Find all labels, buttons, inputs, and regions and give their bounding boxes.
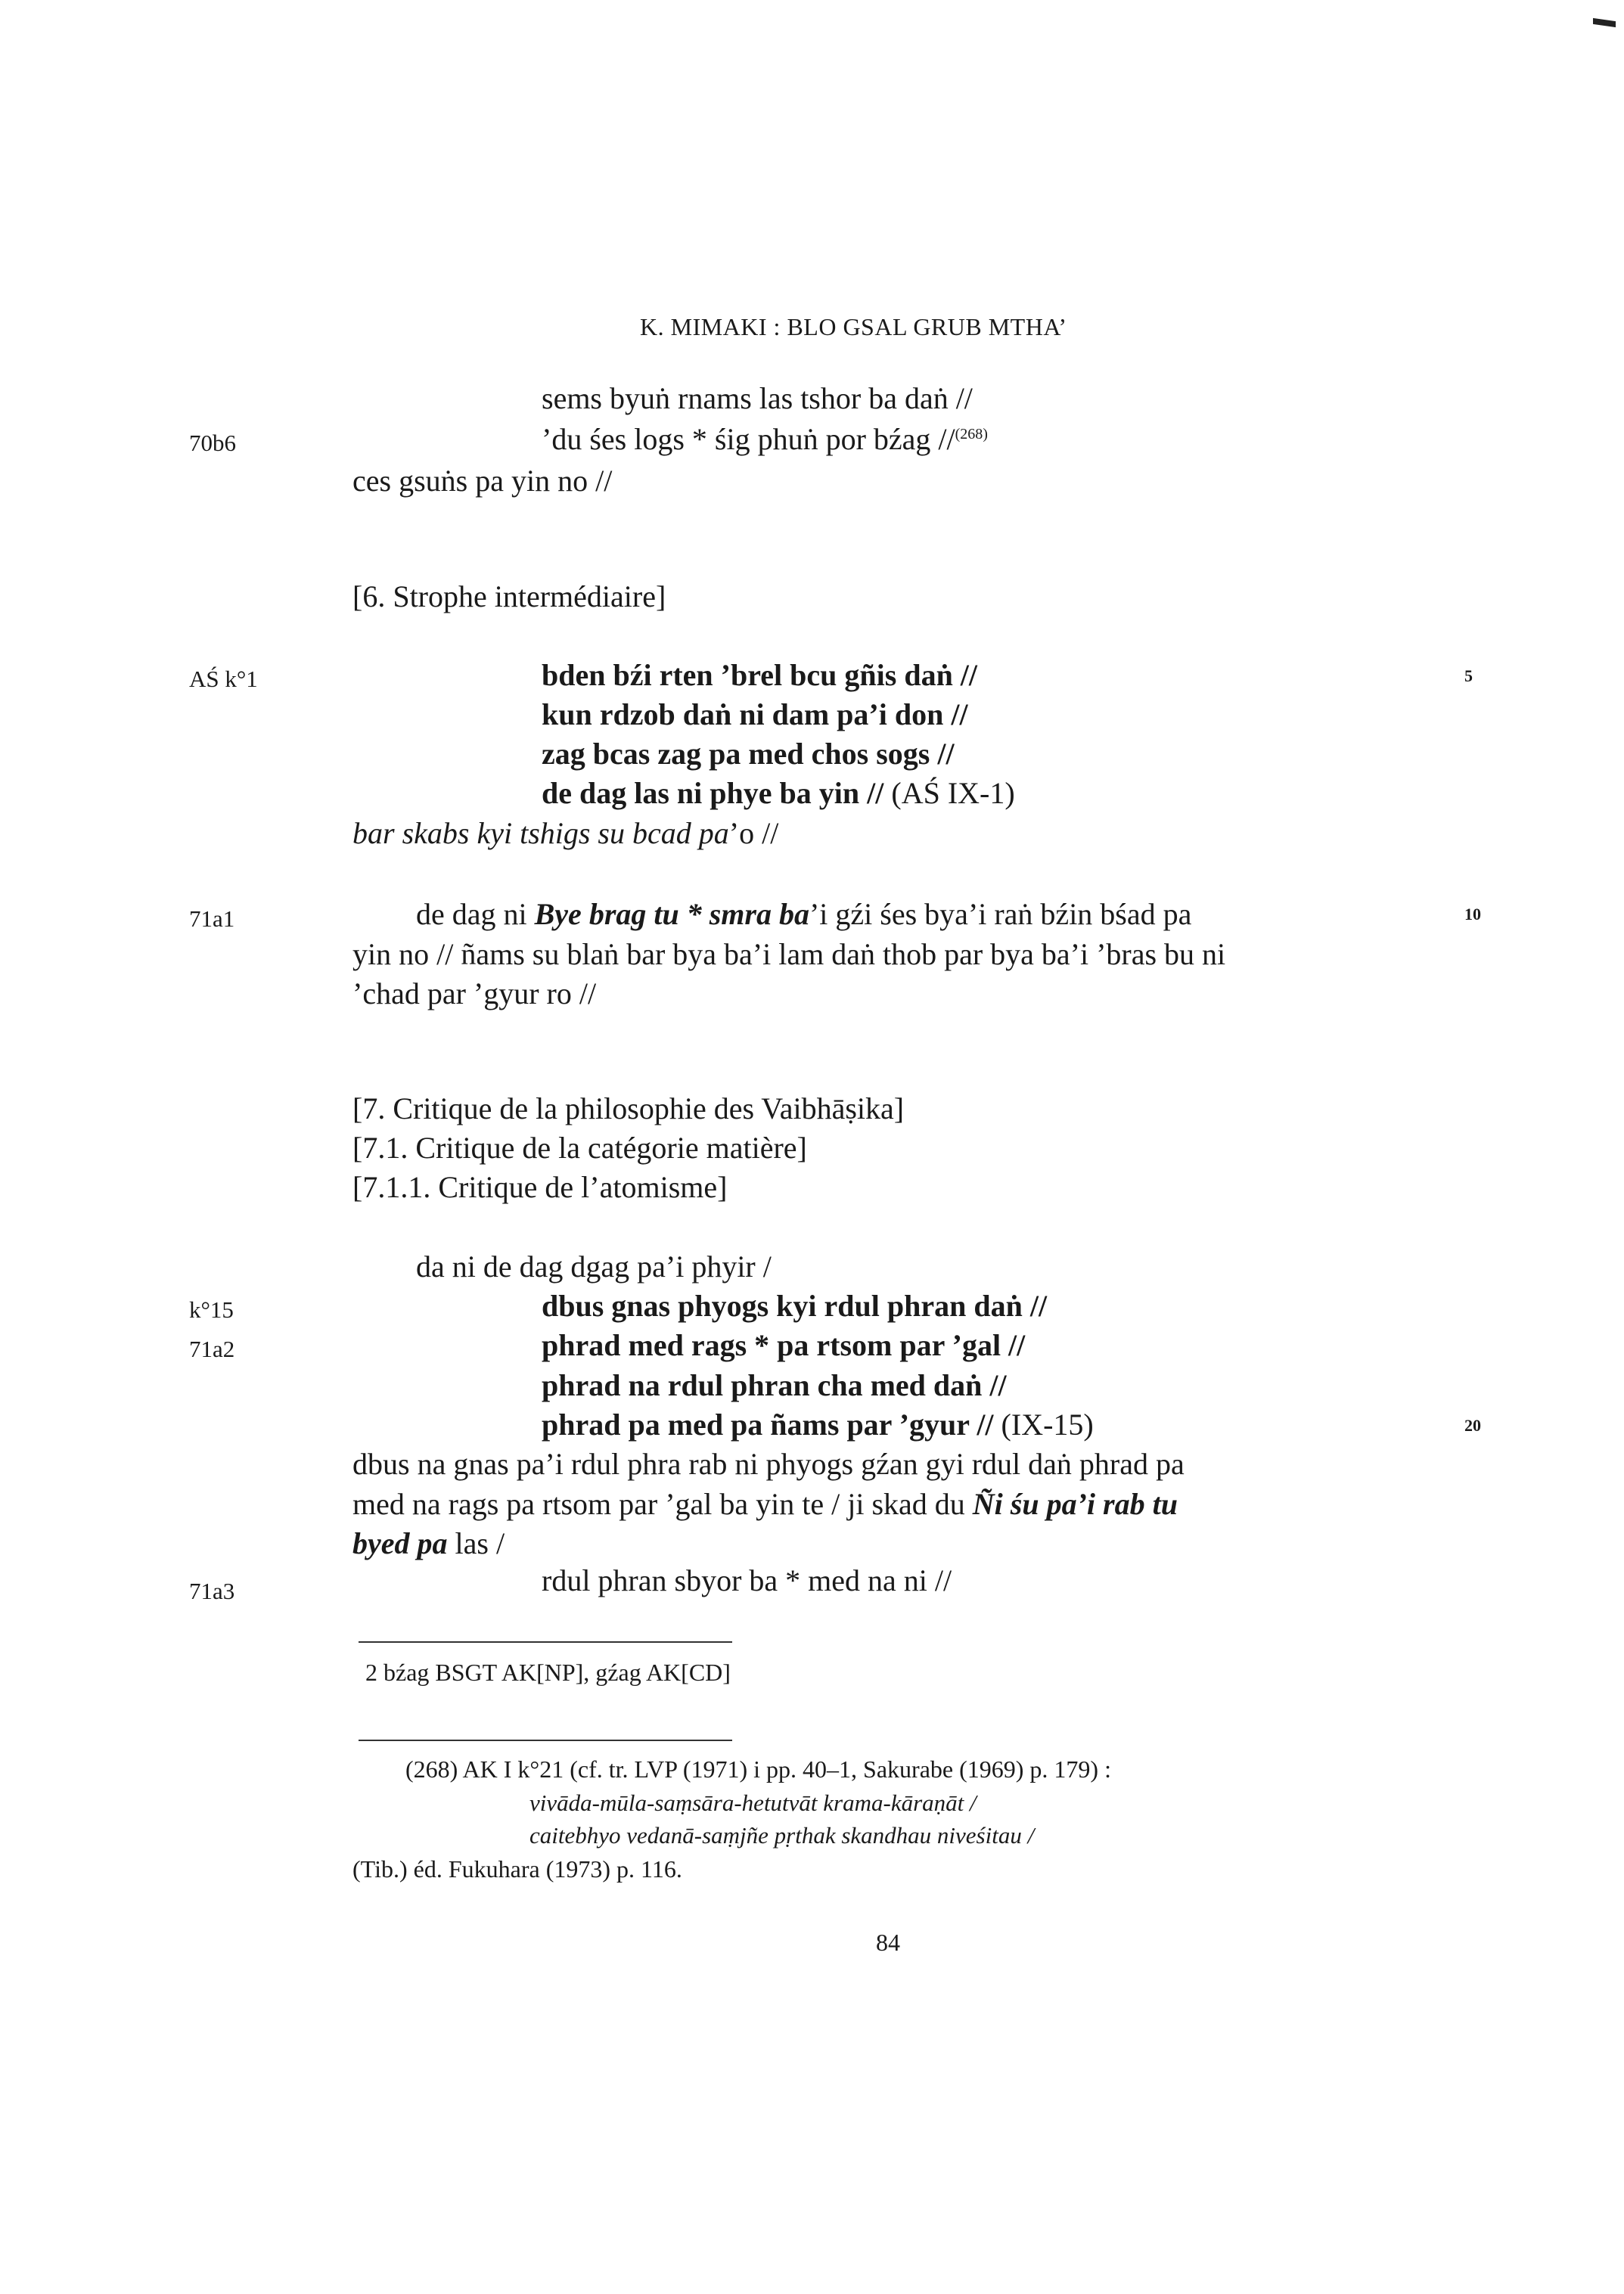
scan-mark bbox=[1593, 18, 1616, 27]
verse-line: rdul phran sbyor ba * med na ni // bbox=[542, 1563, 952, 1597]
page-number: 84 bbox=[876, 1929, 900, 1956]
verse-line-bold: phrad med rags * pa rtsom par ’gal // bbox=[542, 1328, 1026, 1362]
section-heading-7-1-1: [7.1.1. Critique de l’atomisme] bbox=[352, 1170, 728, 1204]
running-head: K. MIMAKI : BLO GSAL GRUB MTHA’ bbox=[640, 313, 1067, 340]
verse-line: sems byuṅ rnams las tshor ba daṅ // bbox=[542, 381, 973, 415]
verse-line-bold: phrad pa med pa ñams par ’gyur // (IX-15) bbox=[542, 1408, 1094, 1442]
margin-ref-71a1: 71a1 bbox=[189, 905, 235, 932]
text-line: yin no // ñams su blaṅ bar bya ba’i lam daṅ thob par bya ba’i ’bras bu ni bbox=[352, 937, 1226, 971]
closing-line: bar skabs kyi tshigs su bcad pa’o // bbox=[352, 816, 779, 850]
text-line: ces gsuṅs pa yin no // bbox=[352, 464, 613, 498]
footnote-rule bbox=[359, 1641, 732, 1643]
text-line: de dag ni Bye brag tu * smra ba’i gźi śes bya’i raṅ bźin bśad pa bbox=[416, 897, 1192, 931]
verse-line-bold: phrad na rdul phran cha med daṅ // bbox=[542, 1368, 1007, 1402]
text-line: med na rags pa rtsom par ’gal ba yin te / ji skad du Ñi śu pa’i rab tu bbox=[352, 1487, 1178, 1521]
margin-ref-70b6: 70b6 bbox=[189, 430, 236, 456]
footnote-ref-268: (268) bbox=[955, 426, 988, 442]
verse-line-bold: bden bźi rten ’brel bcu gñis daṅ // bbox=[542, 658, 978, 692]
text-line: da ni de dag dgag pa’i phyir / bbox=[416, 1249, 772, 1284]
margin-ref-71a2: 71a2 bbox=[189, 1336, 235, 1362]
margin-ref-as-k1: AŚ k°1 bbox=[189, 666, 258, 692]
text-line: ’chad par ’gyur ro // bbox=[352, 976, 597, 1010]
variant-note: 2 bźag BSGT AK[NP], gźag AK[CD] bbox=[365, 1659, 731, 1686]
sanskrit-line: vivāda-mūla-saṃsāra-hetutvāt krama-kāraṇāt / bbox=[529, 1790, 977, 1816]
section-heading-7: [7. Critique de la philosophie des Vaibhāṣika] bbox=[352, 1091, 905, 1125]
section-heading-7-1: [7.1. Critique de la catégorie matière] bbox=[352, 1131, 807, 1165]
sanskrit-line: caitebhyo vedanā-saṃjñe pṛthak skandhau niveśitau / bbox=[529, 1822, 1035, 1849]
footnote-tib: (Tib.) éd. Fukuhara (1973) p. 116. bbox=[352, 1855, 682, 1883]
line-number-5: 5 bbox=[1464, 666, 1473, 685]
footnote-268: (268) AK I k°21 (cf. tr. LVP (1971) i pp. 40–1, Sakurabe (1969) p. 179) : bbox=[405, 1755, 1111, 1783]
text-line: dbus na gnas pa’i rdul phra rab ni phyogs gźan gyi rdul daṅ phrad pa bbox=[352, 1447, 1185, 1481]
section-heading-6: [6. Strophe intermédiaire] bbox=[352, 579, 666, 613]
line-number-20: 20 bbox=[1464, 1416, 1481, 1435]
verse-line-bold: zag bcas zag pa med chos sogs // bbox=[542, 737, 955, 771]
verse-line-bold: de dag las ni phye ba yin // (AŚ IX-1) bbox=[542, 776, 1015, 810]
text-line: byed pa las / bbox=[352, 1526, 505, 1560]
line-number-10: 10 bbox=[1464, 905, 1481, 923]
verse-line-bold: kun rdzob daṅ ni dam pa’i don // bbox=[542, 697, 968, 731]
margin-ref-k15: k°15 bbox=[189, 1296, 234, 1323]
verse-line-bold: dbus gnas phyogs kyi rdul phran daṅ // bbox=[542, 1289, 1048, 1323]
footnote-rule bbox=[359, 1740, 732, 1741]
verse-line: ’du śes logs * śig phuṅ por bźag //$^{(268)}$ bbox=[542, 422, 988, 456]
margin-ref-71a3: 71a3 bbox=[189, 1578, 235, 1604]
